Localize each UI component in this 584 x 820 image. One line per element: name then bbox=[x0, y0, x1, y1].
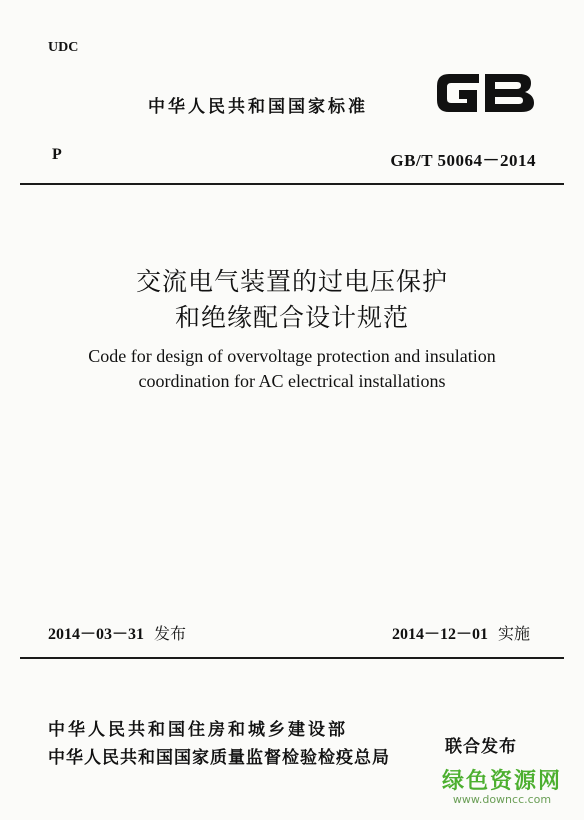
effective-date-value: 2014－12－01 bbox=[391, 626, 488, 643]
standard-number: GB/T 50064－2014 bbox=[390, 151, 536, 170]
category-code: P bbox=[52, 146, 62, 163]
effective-date-label: 实施 bbox=[497, 624, 530, 643]
title-cn-line-2: 和绝缘配合设计规范 bbox=[174, 303, 409, 332]
udc-label: UDC bbox=[48, 40, 79, 55]
gb-logo bbox=[433, 68, 538, 118]
issue-date-value: 2014－03－31 bbox=[48, 626, 145, 643]
watermark-url: www.downcc.com bbox=[452, 793, 552, 806]
title-cn-line-1: 交流电气装置的过电压保护 bbox=[135, 267, 448, 296]
watermark bbox=[442, 764, 562, 806]
watermark-brand: 绿色资源网 bbox=[441, 769, 562, 794]
issue-date bbox=[48, 621, 186, 644]
standard-type-heading: 中华人民共和国国家标准 bbox=[148, 97, 368, 117]
title-en-line-2: coordination for AC electrical installations bbox=[138, 371, 446, 391]
top-divider bbox=[20, 183, 564, 185]
effective-date bbox=[392, 621, 530, 644]
joint-publish-label: 联合发布 bbox=[445, 737, 517, 757]
publisher-line-1: 中华人民共和国住房和城乡建设部 bbox=[48, 720, 348, 740]
bottom-divider bbox=[20, 657, 564, 659]
issue-date-label: 发布 bbox=[154, 624, 187, 643]
title-en-line-1: Code for design of overvoltage protection and insulation bbox=[88, 346, 496, 366]
publisher-line-2: 中华人民共和国国家质量监督检验检疫总局 bbox=[48, 748, 390, 768]
